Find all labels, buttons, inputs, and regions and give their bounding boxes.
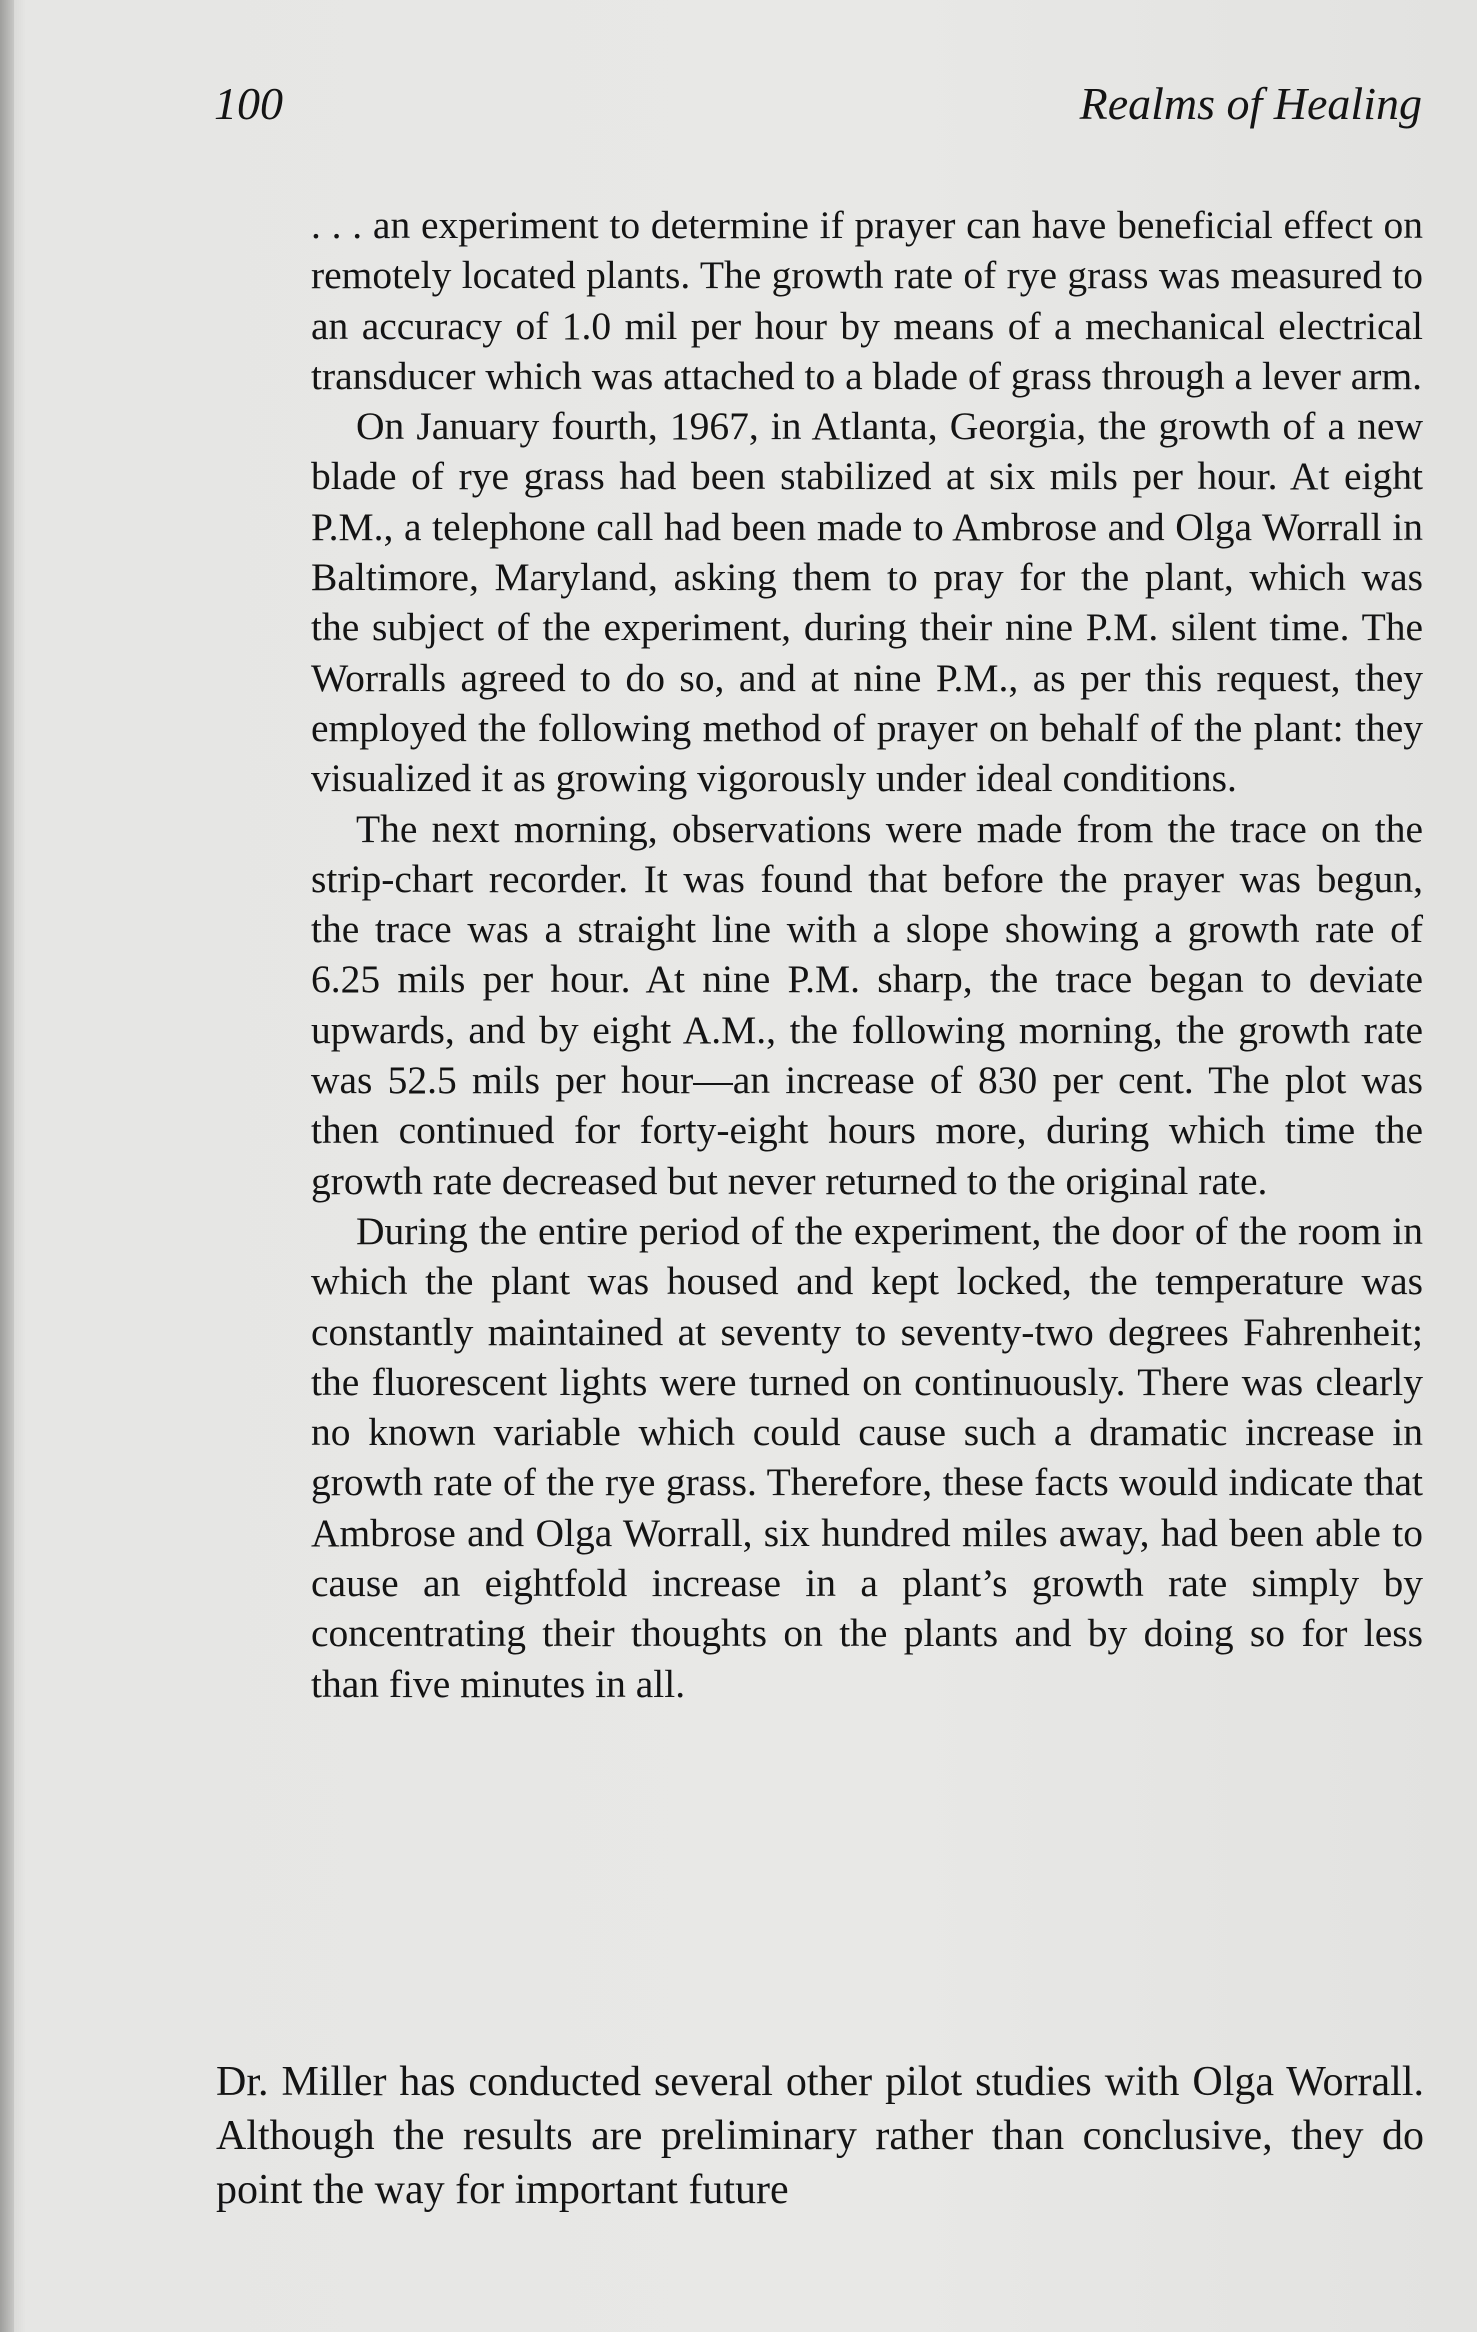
page-header xyxy=(214,74,1422,134)
body-text xyxy=(216,2055,1424,2217)
block-quote xyxy=(311,200,1423,1709)
page-spine-shadow xyxy=(0,0,14,2332)
quote-paragraph-2: On January fourth, 1967, in Atlanta, Georgia, the growth of a new blade of rye grass had been stabilized at six mils per hour. At eight P.M., a telephone call had been made to Ambrose and Olga Worrall in Baltimore, Maryland, asking them to pray for the plant, which was the subject of the experiment, during their nine P.M. silent time. The Worralls agreed to do so, and at nine P.M., as per this request, they employed the following method of prayer on behalf of the plant: they visualized it as growing vigorously under ideal conditions. xyxy=(311,404,1423,801)
quote-paragraph-3: The next morning, observations were made from the trace on the strip-chart recorder. It was found that before the prayer was begun, the trace was a straight line with a slope showing a growth rate of 6.25 mils per hour. At nine P.M. sharp, the trace began to deviate upwards, and by eight A.M., the following morning, the growth rate was 52.5 mils per hour—an increase of 830 per cent. The plot was then continued for forty-eight hours more, during which time the growth rate decreased but never returned to the original rate. xyxy=(311,806,1423,1203)
page-number: 100 xyxy=(214,78,283,129)
quote-paragraph-4: During the entire period of the experiment, the door of the room in which the plant was housed and kept locked, the temperature was constantly maintained at seventy to seventy-two degrees Fahrenheit; the fluorescent lights were turned on continuously. There was clearly no known variable which could cause such a dramatic increase in growth rate of the rye grass. Therefore, these facts would indicate that Ambrose and Olga Worrall, six hundred miles away, had been able to cause an eightfold increase in a plant’s growth rate simply by concentrating their thoughts on the plants and by doing so for less than five minutes in all. xyxy=(311,1208,1423,1706)
running-title: Realms of Healing xyxy=(1079,78,1422,129)
body-paragraph: Dr. Miller has conducted several other pilot studies with Olga Worrall. Although the results are preliminary rather than conclusive, they do point the way for important future xyxy=(216,2059,1424,2213)
quote-paragraph-1: . . . an experiment to determine if prayer can have beneficial effect on remotely located plants. The growth rate of rye grass was measured to an accuracy of 1.0 mil per hour by means of a mechanical electrical transducer which was attached to a blade of grass through a lever arm. xyxy=(311,203,1423,398)
